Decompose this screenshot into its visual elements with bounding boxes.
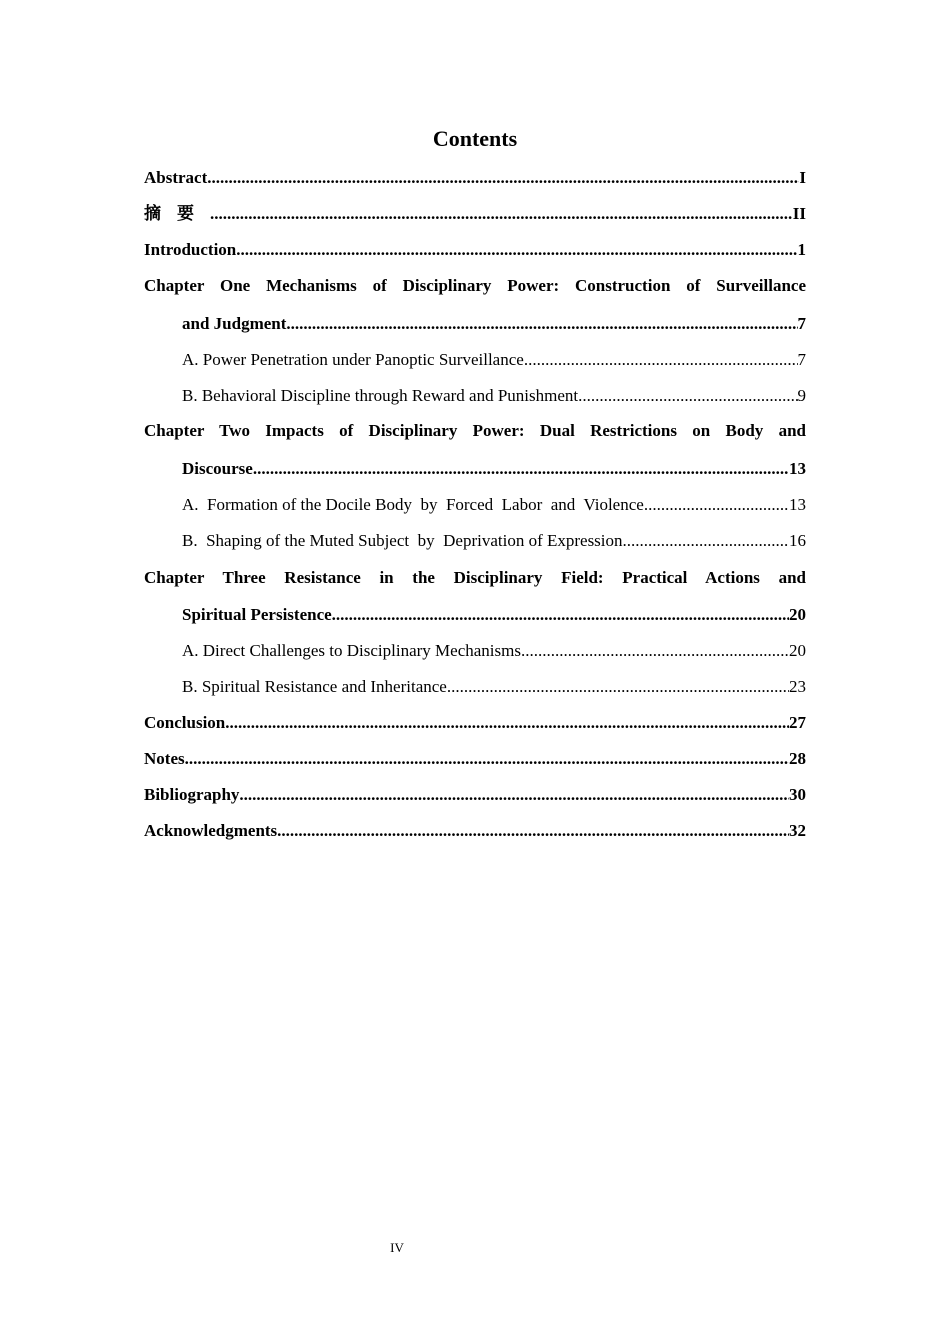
toc-entry-label: B. Spiritual Resistance and Inheritance bbox=[182, 677, 447, 696]
toc-chapter-three-line1[interactable]: Chapter Three Resistance in the Disciplinary Field: Practical Actions and bbox=[144, 568, 806, 587]
toc-entry-label: Notes bbox=[144, 749, 185, 768]
dot-leader bbox=[578, 385, 797, 407]
toc-page-number: 13 bbox=[789, 495, 806, 514]
toc-page-number: 32 bbox=[789, 821, 806, 840]
toc-chapter-one-line1[interactable]: Chapter One Mechanisms of Disciplinary Power: Construction of Surveillance bbox=[144, 276, 806, 295]
toc-entry-bibliography[interactable] bbox=[144, 784, 806, 806]
dot-leader bbox=[207, 167, 799, 189]
toc-page-number: 9 bbox=[797, 386, 806, 405]
toc-entry-label: 摘要 bbox=[144, 204, 210, 224]
toc-entry-notes[interactable] bbox=[144, 748, 806, 770]
dot-leader bbox=[447, 676, 789, 698]
dot-leader bbox=[236, 239, 797, 261]
toc-chapter-one-line2[interactable] bbox=[144, 313, 806, 335]
toc-entry-label: Introduction bbox=[144, 240, 237, 259]
toc-chapter-two-line1[interactable]: Chapter Two Impacts of Disciplinary Power: Dual Restrictions on Body and bbox=[144, 421, 806, 440]
toc-page-number: 16 bbox=[789, 531, 806, 550]
toc-page-number: 23 bbox=[789, 677, 806, 696]
dot-leader bbox=[253, 458, 789, 480]
toc-entry-label: Spiritual Persistence bbox=[182, 605, 332, 624]
toc-entry-acknowledgments[interactable] bbox=[144, 820, 806, 842]
dot-leader bbox=[239, 784, 789, 806]
toc-section-1b[interactable] bbox=[144, 385, 806, 407]
toc-entry-abstract[interactable] bbox=[144, 167, 806, 189]
toc-entry-zhaiyao[interactable] bbox=[144, 203, 806, 225]
toc-entry-label: Discourse bbox=[182, 459, 253, 478]
toc-entry-label: B. Shaping of the Muted Subject by Deprivation of Expression bbox=[182, 531, 623, 550]
toc-entry-label: and Judgment bbox=[182, 314, 287, 333]
page-number-footer: IV bbox=[390, 1240, 404, 1255]
toc-page-number: 7 bbox=[797, 314, 806, 333]
toc-section-1a[interactable] bbox=[144, 349, 806, 371]
dot-leader bbox=[521, 640, 789, 662]
dot-leader bbox=[225, 712, 789, 734]
toc-entry-label: A. Power Penetration under Panoptic Surveillance bbox=[182, 350, 524, 369]
toc-page-number: 20 bbox=[789, 605, 806, 624]
toc-page-number: 7 bbox=[797, 350, 806, 369]
dot-leader bbox=[644, 494, 789, 516]
toc-chapter-two-line2[interactable] bbox=[144, 458, 806, 480]
dot-leader bbox=[524, 349, 798, 371]
toc-page-number: I bbox=[799, 168, 806, 187]
toc-entry-label: Conclusion bbox=[144, 713, 226, 732]
toc-section-2a[interactable] bbox=[144, 494, 806, 516]
toc-page-number: 28 bbox=[789, 749, 806, 768]
toc-entry-conclusion[interactable] bbox=[144, 712, 806, 734]
dot-leader bbox=[286, 313, 797, 335]
dot-leader bbox=[332, 604, 789, 626]
toc-page-number: 27 bbox=[789, 713, 806, 732]
toc-entry-introduction[interactable] bbox=[144, 239, 806, 261]
toc-entry-label: Bibliography bbox=[144, 785, 240, 804]
toc-page-number: 1 bbox=[797, 240, 806, 259]
dot-leader bbox=[185, 748, 789, 770]
page-title: Contents bbox=[432, 126, 518, 151]
toc-page-number: 30 bbox=[789, 785, 806, 804]
toc-entry-label: Abstract bbox=[144, 168, 208, 187]
toc-chapter-three-line2[interactable] bbox=[144, 604, 806, 626]
toc-page-number: 13 bbox=[789, 459, 806, 478]
toc-section-3a[interactable] bbox=[144, 640, 806, 662]
toc-entry-label: B. Behavioral Discipline through Reward and Punishment bbox=[182, 386, 579, 405]
toc-entry-label: Acknowledgments bbox=[144, 821, 278, 840]
dot-leader bbox=[623, 530, 789, 552]
toc-section-2b[interactable] bbox=[144, 530, 806, 552]
toc-section-3b[interactable] bbox=[144, 676, 806, 698]
dot-leader bbox=[210, 203, 793, 225]
toc-entry-label: A. Direct Challenges to Disciplinary Mechanisms bbox=[182, 641, 521, 660]
dot-leader bbox=[277, 820, 789, 842]
toc-entry-label: A. Formation of the Docile Body by Forced Labor and Violence bbox=[182, 495, 644, 514]
toc-page-number: 20 bbox=[789, 641, 806, 660]
toc-page-number: II bbox=[792, 204, 806, 223]
